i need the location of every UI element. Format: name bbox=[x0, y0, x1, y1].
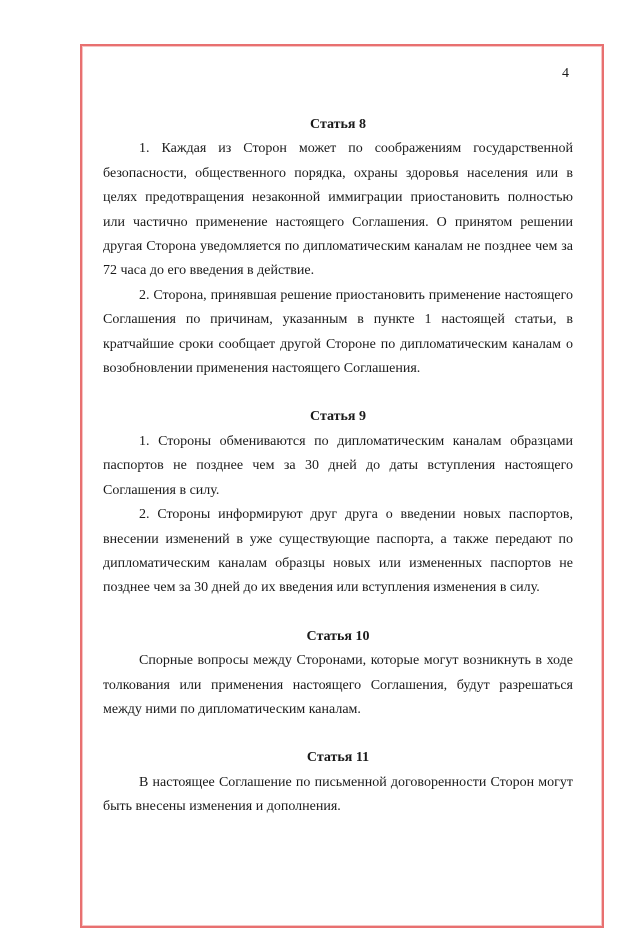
page-number: 4 bbox=[562, 66, 569, 81]
article-paragraph: 2. Стороны информируют друг друга о введении новых паспортов, внесении изменений в уже существующие паспорта, а также передают по дипломатическим каналам образцы новых или измененных паспортов не позднее чем за 30 дней до их введения или вступления изменения в силу. bbox=[103, 507, 573, 596]
article-heading: Статья 8 bbox=[310, 117, 366, 132]
article-8 bbox=[103, 113, 573, 381]
document-body bbox=[103, 113, 573, 820]
article-paragraph: В настоящее Соглашение по письменной договоренности Сторон могут быть внесены изменения и дополнения. bbox=[103, 774, 573, 815]
article-paragraph: 2. Сторона, принявшая решение приостановить применение настоящего Соглашения по причинам, указанным в пункте 1 настоящей статьи, в кратчайшие сроки сообщает другой Стороне по дипломатическим каналам о возобновлении применения настоящего Соглашения. bbox=[103, 287, 573, 377]
article-11 bbox=[103, 746, 573, 819]
article-paragraph: Спорные вопросы между Сторонами, которые могут возникнуть в ходе толкования или применения настоящего Соглашения, будут разрешаться между ними по дипломатическим каналам. bbox=[103, 653, 573, 717]
article-heading: Статья 9 bbox=[310, 409, 366, 425]
article-paragraph: 1. Каждая из Сторон может по соображениям государственной безопасности, общественного порядка, охраны здоровья населения или в целях предотвращения незаконной иммиграции приостановить полностью или частично применение настоящего Соглашения. О принятом решении другая Сторона уведомляется по дипломатическим каналам не позднее чем за 72 часа до его введения в действие. bbox=[103, 141, 573, 279]
article-10 bbox=[103, 625, 573, 723]
article-9 bbox=[103, 405, 573, 600]
article-heading: Статья 11 bbox=[306, 750, 370, 766]
article-heading: Статья 10 bbox=[306, 628, 370, 644]
article-paragraph: 1. Стороны обмениваются по дипломатическим каналам образцами паспортов не позднее чем за 30 дней до даты вступления настоящего Соглашения в силу. bbox=[103, 433, 573, 498]
